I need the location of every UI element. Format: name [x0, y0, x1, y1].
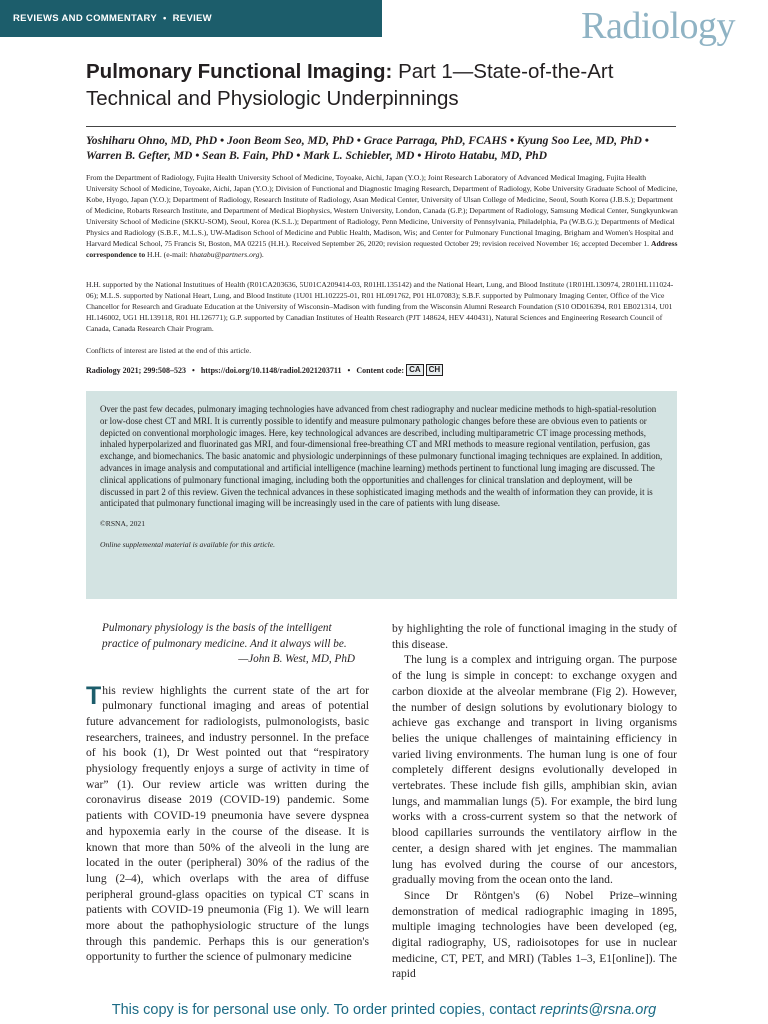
journal-logo: Radiology — [581, 5, 735, 47]
supplemental-note: Online supplemental material is available for this article. — [100, 540, 276, 550]
citation-line — [86, 364, 443, 376]
reprints-email[interactable]: reprints@rsna.org — [539, 1002, 657, 1018]
abstract-text: Over the past few decades, pulmonary imaging technologies have advanced from chest radiography and nuclear medicine methods to high-spatial-resolution or low-dose chest CT and MRI. It is currently possible to identify and measure pulmonary pathologic changes before these are obvious even to patients or depicted on conventional morphologic images. Here, key technological advances are described, including multiparametric CT image processing methods, inhaled hyperpolarized and fluorinated gas MRI, and four-dimensional free-breathing CT and MRI methods to measure regional ventilation, perfusion, gas exchange, and biomechanics. The basic anatomic and physiologic underpinnings of these pulmonary functional imaging techniques are explained. In addition, advances in image analysis and computational and artificial intelligence (machine learning) methods pertinent to functional lung imaging are discussed. The clinical applications of pulmonary functional imaging, including both the opportunities and challenges for clinical translation and deployment, will be discussed in part 2 of this review. Given the technical advances in these sophisticated imaging methods and the wealth of information they can provide, it is anticipated that pulmonary functional imaging will be increasingly used in the care of patients with lung disease. — [100, 404, 663, 509]
title-main: Pulmonary Functional Imaging: — [86, 60, 393, 83]
title-subtitle: Part 1—State-of-the-Art Technical and Physiologic Underpinnings — [86, 60, 614, 110]
section-band — [0, 0, 382, 37]
citation-ref: Radiology 2021; 299:508–523 — [86, 365, 186, 375]
drop-cap: T — [86, 681, 102, 710]
address-text: H.H. (e-mail: — [145, 250, 190, 259]
paragraph-1-text: his review highlights the current state of the art for pulmonary functional imaging and areas of potential future advancement for radiologists, pulmonologists, basic researchers, trainees, and industry personnel. In the preface of his book (1), Dr West pointed out that “respiratory physiology frequently enjoys a surge of activity in time of war” (1). Our review article was written during the coronavirus disease 2019 (COVID-19) pandemic. Some patients with COVID-19 pneumonia have severe dyspnea and hypoxemia early in the course of the disease. It is known that more than 50% of the alveoli in the lung are located in the outer (peripheral) 30% of the radius of the lung (2–4), which overlaps with the area of diffuse peripheral ground-glass opacities on typical CT scans in patients with COVID-19 pneumonia (Fig 1). We will learn more about the pathophysiologic structure of the lungs through this pandemic. Perhaps this is our generation's opportunity to further the science of pulmonary medicine — [86, 683, 369, 964]
section-separator: • — [163, 13, 167, 24]
epigraph-attribution: —John B. West, MD, PhD — [238, 653, 355, 665]
address-end: ). — [259, 250, 264, 259]
article-title — [86, 58, 686, 112]
body-paragraph-1 — [86, 683, 369, 966]
conflicts-note: Conflicts of interest are listed at the end of this article. — [86, 346, 252, 355]
body-column-right — [392, 621, 677, 982]
abstract-box — [86, 391, 677, 599]
funding-statement: H.H. supported by the National Instutitues of Health (R01CA203636, 5U01CA209414-03, R01HL135142) and the National Heart, Lung, and Blood Institute (1R01HL130974, 2R01HL111024-06); M.L.S. supported by National Heart, Lung, and Blood Institute (1U01 HL102225-01, R01 HL091762, P01 HL07083); S.B.F. supported by Pulmonary Imaging Center, Office of the Vice Chancellor for Research and Graduate Education at the University of Wisconsin–Madison with funding from the Wisconsin Alumni Research Foundation (S10 OD016394, R01 EB021314, U01 HL146002, UG1 HL139118, R01 HL126771); G.P. supported by Canadian Institutes of Health Research (PJT 148624, HEV 440431), Natural Sciences and Engineering Research Council of Canada, Canada Research Chair Program. — [86, 280, 674, 333]
content-code-ca: CA — [406, 364, 424, 376]
body-paragraph-4: Since Dr Röntgen's (6) Nobel Prize–winning demonstration of medical radiographic imaging in 1895, multiple imaging technologies have been developed (eg, digital radiography, US, radioisotopes for use in nuclear medicine, CT, PET, and MRI) (Tables 1–3, E1[online]). The rapid — [392, 888, 677, 981]
affiliations — [86, 172, 678, 260]
footer-notice — [0, 1002, 768, 1018]
article-type: REVIEW — [172, 13, 212, 24]
address-label: Address correspondence to — [86, 239, 678, 259]
title-rule — [86, 126, 676, 127]
abstract-copyright: ©RSNA, 2021 — [100, 519, 146, 529]
content-code-label: Content code: — [356, 365, 405, 375]
citation-bullet-1: • — [192, 365, 195, 375]
doi-link[interactable]: https://doi.org/10.1148/radiol.2021203711 — [200, 365, 342, 375]
footer-text: This copy is for personal use only. To order printed copies, contact — [111, 1002, 540, 1018]
epigraph-quote: Pulmonary physiology is the basis of the intelligent practice of pulmonary medicine. And it always will be. — [102, 622, 347, 650]
content-code-ch: CH — [426, 364, 444, 376]
affiliations-text: From the Department of Radiology, Fujita Health University School of Medicine, Toyoake, Aichi, Japan (Y.O.); Joint Research Laboratory of Advanced Medical Imaging, Fujita Health University School of Medicine, Toyoake, Aichi, Japan (Y.O.); Division of Functional and Diagnostic Imaging Research, Department of Radiology, Kobe University Graduate School of Medicine, Kobe, Hyogo, Japan (Y.O.); Department of Radiology, Research Institute of Radiology, Asan Medical Center, University of Ulsan College of Medicine, Seoul, South Korea (J.B.S.); Department of Medicine, Robarts Research Institute, and Department of Medical Biophysics, Western University, London, Canada (G.P.); Department of Radiology, Samsung Medical Center, Sungkyunkwan University School of Medicine (SKKU-SOM), Seoul, Korea (K.S.L.); Department of Radiology, Penn Medicine, University of Pennsylvania, Philadelphia, Pa (W.B.G.); Departments of Medical Physics and Radiology (S.B.F., M.L.S.), UW-Madison School of Medicine and Public Health, Madison, Wis; and Center for Pulmonary Functional Imaging, Brigham and Women's Hospital and Harvard Medical School, 75 Francis St, Boston, MA 02215 (H.H.). Received September 26, 2020; revision requested October 29; revision received November 16; accepted December 1. — [86, 173, 678, 248]
correspondence-email[interactable]: hhatabu@partners.org — [189, 250, 260, 259]
body-column-left — [86, 621, 369, 965]
citation-bullet-2: • — [347, 365, 351, 375]
section-label: REVIEWS AND COMMENTARY — [13, 13, 157, 24]
epigraph — [86, 621, 369, 668]
body-paragraph-2: by highlighting the role of functional imaging in the study of this disease. — [392, 622, 677, 651]
author-list: Yoshiharu Ohno, MD, PhD • Joon Beom Seo, MD, PhD • Grace Parraga, PhD, FCAHS • Kyung Soo Lee, MD, PhD • Warren B. Gefter, MD • Sean B. Fain, PhD • Mark L. Schiebler, MD • Hiroto Hatabu, MD, PhD — [86, 134, 649, 162]
body-paragraph-3: The lung is a complex and intriguing organ. The purpose of the lung is simple in concept: to exchange oxygen and carbon dioxide at the alveolar membrane (Fig 2). However, the number of design solutions by evolutionary biology to achieve gas exchange and transport in living organisms belies the unique challenges of maintaining efficiency in varied living environments. The human lung is one of four completely different designs evolutionally developed in vertebrates. These include fish gills, amphibian skin, avian lungs, and mammalian lungs (5). For example, the bird lung works with a cross-current system so that the network of blood capillaries surrounds the ventilatory airflow in the center, a design shared with jet engines. The mammalian lung has evolved during the course of our ancestors, gradually moving from the ocean onto the land. — [392, 653, 677, 887]
